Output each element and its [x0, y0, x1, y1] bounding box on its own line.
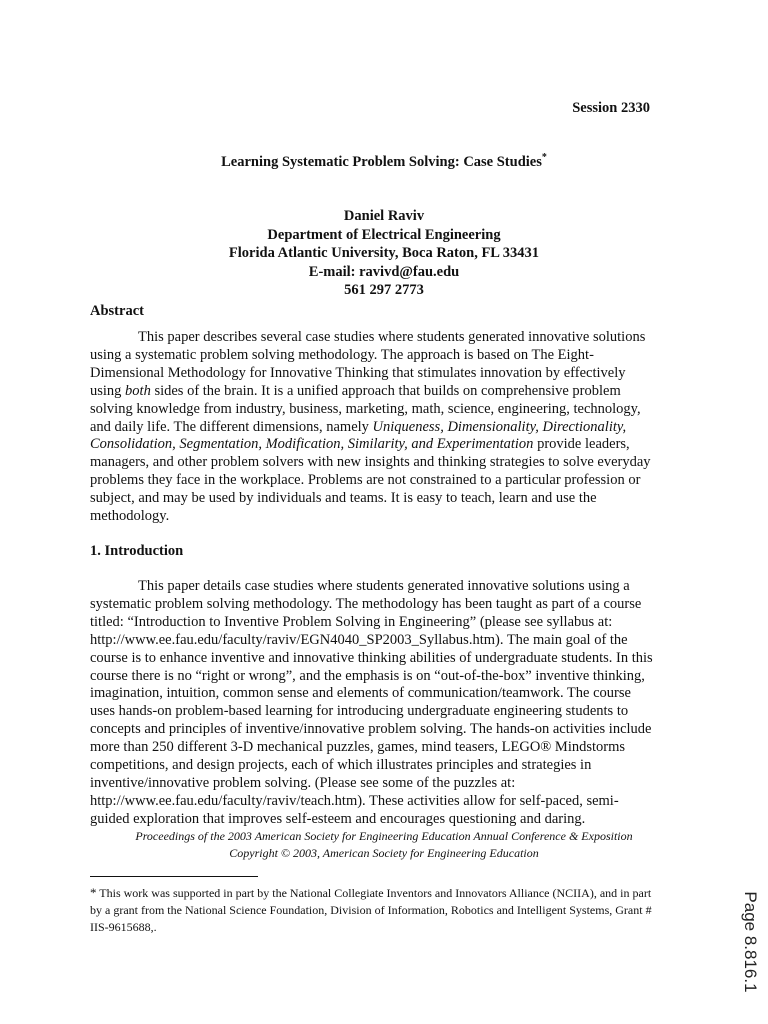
text-line: imagination, intuition, common sense and elements of communication/teamwork. The course [90, 685, 631, 702]
abstract-paragraph [90, 329, 674, 526]
title-footnote-marker: * [541, 152, 547, 164]
abstract-heading: Abstract [90, 303, 144, 319]
text-line: systematic problem solving methodology. The methodology has been taught as part of a course [90, 595, 642, 612]
text-line [90, 383, 674, 401]
text-line: http://www.ee.fau.edu/faculty/raviv/EGN4040_SP2003_Syllabus.htm). The main goal of the [90, 631, 628, 648]
author-name: Daniel Raviv [343, 208, 425, 224]
text-line: using a systematic problem solving methodology. The approach is based on The Eight- [90, 346, 594, 363]
paper-title [0, 154, 768, 171]
page-number-stamp [738, 891, 762, 993]
text-line: solving knowledge from industry, business, marketing, math, science, engineering, technology, [90, 400, 641, 417]
proceedings-line: Proceedings of the 2003 American Society for Engineering Education Annual Conference & Exposition [135, 829, 633, 843]
footnote-marker: * [90, 885, 97, 900]
text-line: inventive/innovative problem solving. (Please see some of the puzzles at: [90, 774, 516, 791]
emphasized-text: both [125, 382, 151, 399]
text-line: guided exploration that improves self-esteem and encourages questioning and daring. [90, 810, 586, 827]
text-line: course is to enhance inventive and innovative thinking abilities of undergraduate students. In this [90, 649, 653, 666]
introduction-paragraph [90, 578, 674, 829]
text-line [90, 419, 674, 437]
text-segment: using [90, 382, 126, 399]
footnote-divider [90, 876, 258, 877]
text-segment: provide leaders, [533, 436, 630, 453]
text-line: titled: “Introduction to Inventive Problem Solving in Engineering” (please see syllabus at: [90, 613, 613, 630]
copyright-line: Copyright © 2003, American Society for Engineering Education [229, 846, 539, 860]
text-line: methodology. [90, 508, 170, 525]
text-line: This paper describes several case studies where students generated innovative solutions [138, 329, 646, 345]
introduction-heading: 1. Introduction [90, 543, 184, 559]
proceedings-notice [0, 828, 768, 862]
author-email: E-mail: ravivd@fau.edu [308, 263, 460, 280]
emphasized-text: Uniqueness, Dimensionality, Directionality, [372, 418, 627, 435]
text-line [90, 436, 674, 454]
text-line: Dimensional Methodology for Innovative Thinking that stimulates innovation by effectively [90, 364, 626, 381]
session-number: Session 2330 [572, 100, 650, 116]
text-line: course there is no “right or wrong”, and the emphasis is on “out-of-the-box” inventive thinking, [90, 667, 645, 684]
footnote-line: IIS-9615688,. [90, 920, 157, 934]
footnote-line [90, 884, 710, 902]
footnote-line: by a grant from the National Science Foundation, Division of Information, Robotics and Intelligent Systems, Grant # [90, 903, 652, 917]
text-line: concepts and principles of inventive/innovative problem solving. The hands-on activities include [90, 721, 652, 738]
text-line: more than 250 different 3-D mechanical puzzles, games, mind teasers, LEGO® Mindstorms [90, 739, 626, 756]
author-phone: 561 297 2773 [344, 282, 424, 298]
author-block [0, 207, 768, 300]
text-line: uses hands-on problem-based learning for introducing undergraduate engineering students to [90, 703, 629, 720]
footnote-text: This work was supported in part by the National Collegiate Inventors and Innovators Alliance (NCIIA), and in part [96, 886, 652, 900]
text-line: competitions, and design projects, each of which illustrates principles and strategies in [90, 757, 592, 774]
text-line: This paper details case studies where students generated innovative solutions using a [138, 578, 630, 594]
author-department: Department of Electrical Engineering [267, 226, 501, 243]
text-line: problems they face in the workplace. Problems are not constrained to a particular profession or [90, 472, 641, 489]
text-segment: sides of the brain. It is a unified approach that builds on comprehensive problem [150, 382, 621, 399]
footnote [90, 884, 710, 936]
page-number: Page 8.816.1 [741, 891, 760, 993]
text-line: subject, and may be used by individuals and teams. It is easy to teach, learn and use the [90, 490, 597, 507]
text-line: http://www.ee.fau.edu/faculty/raviv/teach.htm). These activities allow for self-paced, semi- [90, 792, 619, 809]
author-affiliation: Florida Atlantic University, Boca Raton, FL 33431 [228, 245, 540, 261]
text-line: managers, and other problem solvers with new insights and thinking strategies to solve everyday [90, 454, 651, 471]
emphasized-text: Consolidation, Segmentation, Modification, Similarity, and Experimentation [90, 436, 534, 453]
text-segment: and daily life. The different dimensions, namely [90, 418, 373, 435]
paper-title-text: Learning Systematic Problem Solving: Case Studies [221, 154, 542, 170]
